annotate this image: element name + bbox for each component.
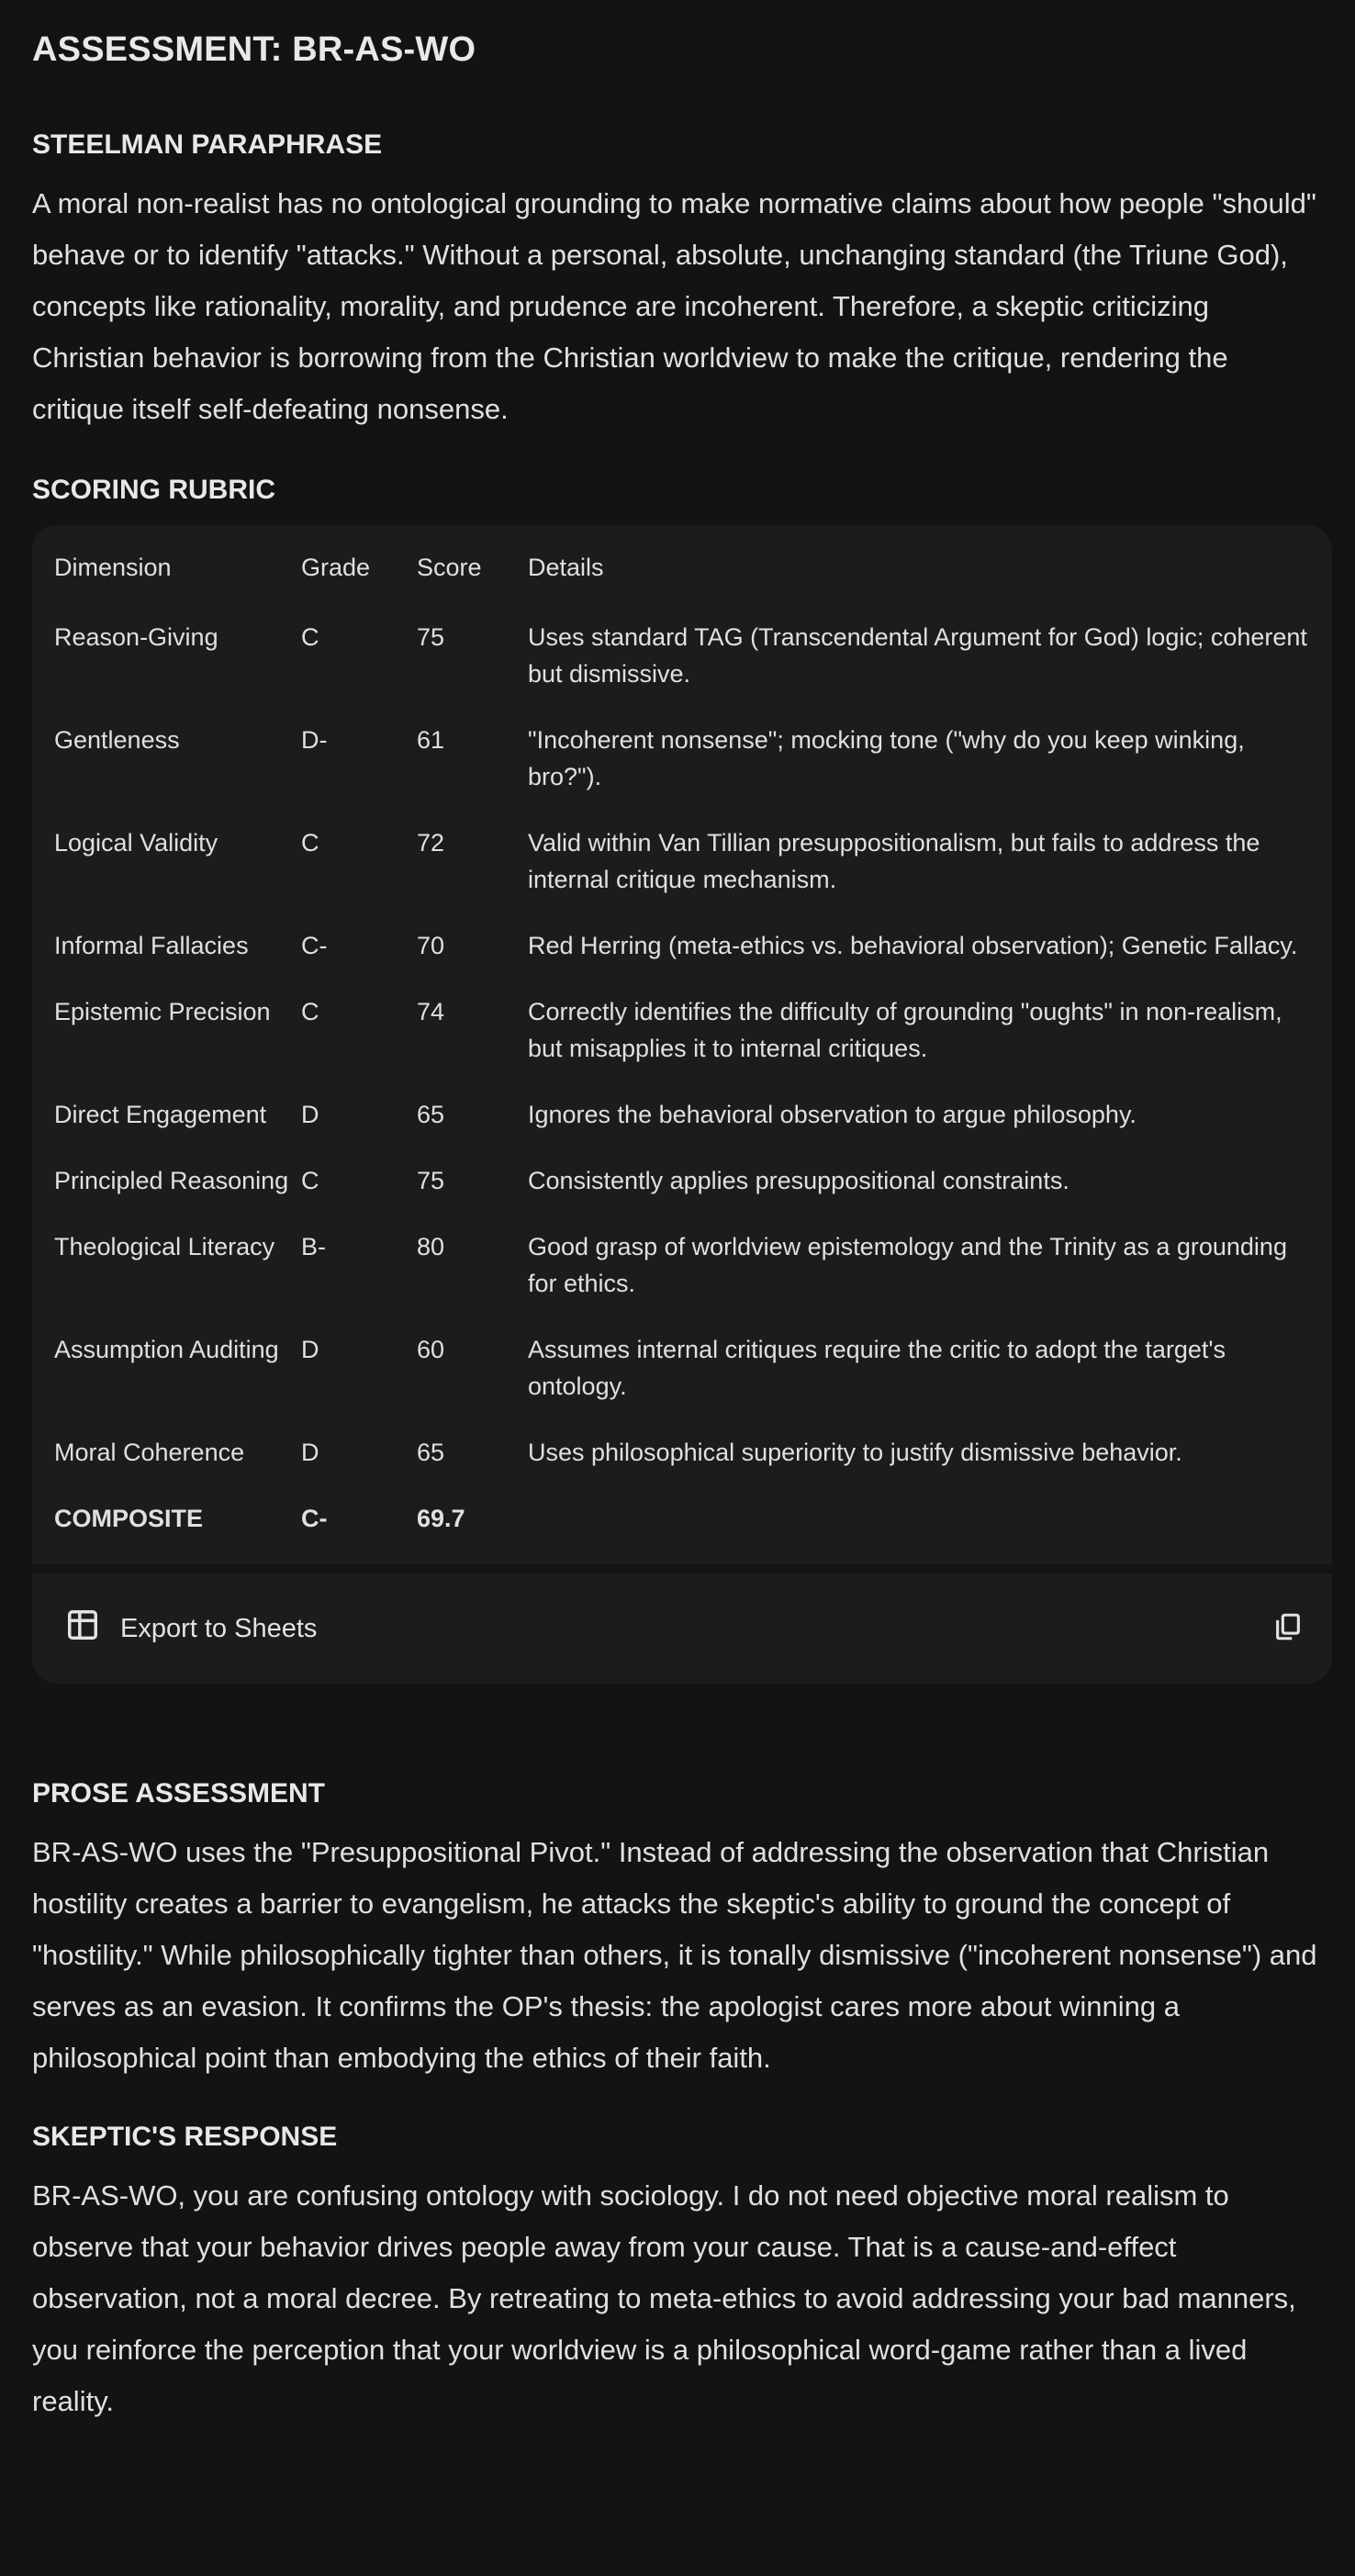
prose-text: BR-AS-WO uses the "Presuppositional Pivot." Instead of addressing the observation that Christian hostility creates a barrier to evangelism, he attacks the skeptic's ability to ground the concept of "hostility." While philosophically tighter than others, it is tonally dismissive ("incoherent nonsense") and serves as an evasion. It confirms the OP's thesis: the apologist cares more about winning a philosophical point than embodying the ethics of their faith. bbox=[32, 1836, 1317, 2074]
table-row bbox=[54, 604, 1310, 707]
cell-score: 70 bbox=[417, 932, 445, 959]
cell-grade: D bbox=[301, 1101, 319, 1128]
cell-score: 74 bbox=[417, 998, 445, 1025]
cell-details: Ignores the behavioral observation to argue philosophy. bbox=[528, 1101, 1137, 1128]
cell-details: "Incoherent nonsense"; mocking tone ("why do you keep winking, bro?"). bbox=[528, 726, 1245, 790]
table-row bbox=[54, 1081, 1310, 1148]
cell-score: 65 bbox=[417, 1439, 445, 1466]
copy-table-button[interactable] bbox=[1271, 1612, 1305, 1645]
cell-grade: D bbox=[301, 1336, 319, 1363]
cell-dimension: Reason-Giving bbox=[54, 623, 218, 651]
cell-dimension: Moral Coherence bbox=[54, 1439, 245, 1466]
cell-dimension: Logical Validity bbox=[54, 829, 218, 857]
steelman-heading: STEELMAN PARAPHRASE bbox=[32, 129, 383, 160]
cell-dimension: Epistemic Precision bbox=[54, 998, 271, 1025]
cell-details: Assumes internal critiques require the critic to adopt the target's ontology. bbox=[528, 1336, 1226, 1400]
table-row bbox=[54, 1214, 1310, 1316]
column-header-details: Details bbox=[528, 554, 604, 581]
cell-grade: C bbox=[301, 623, 319, 651]
composite-details bbox=[528, 1485, 1310, 1551]
cell-details: Uses philosophical superiority to justify dismissive behavior. bbox=[528, 1439, 1182, 1466]
cell-dimension: Principled Reasoning bbox=[54, 1167, 289, 1194]
cell-dimension: Direct Engagement bbox=[54, 1101, 267, 1128]
cell-grade: C bbox=[301, 998, 319, 1025]
cell-score: 72 bbox=[417, 829, 445, 857]
table-row bbox=[54, 913, 1310, 979]
cell-score: 65 bbox=[417, 1101, 445, 1128]
rubric-heading: SCORING RUBRIC bbox=[32, 475, 276, 505]
table-row bbox=[54, 1316, 1310, 1419]
table-footer-bar bbox=[32, 1574, 1332, 1684]
cell-dimension: Gentleness bbox=[54, 726, 180, 754]
cell-grade: D- bbox=[301, 726, 328, 754]
cell-dimension: Theological Literacy bbox=[54, 1233, 275, 1260]
column-header-dimension: Dimension bbox=[54, 554, 172, 581]
cell-details: Uses standard TAG (Transcendental Argument for God) logic; coherent but dismissive. bbox=[528, 623, 1307, 688]
cell-score: 75 bbox=[417, 1167, 445, 1194]
cell-details: Good grasp of worldview epistemology and the Trinity as a grounding for ethics. bbox=[528, 1233, 1287, 1297]
table-header-row bbox=[54, 538, 1310, 604]
table-row bbox=[54, 1148, 1310, 1214]
prose-heading: PROSE ASSESSMENT bbox=[32, 1778, 325, 1809]
cell-details: Red Herring (meta-ethics vs. behavioral observation); Genetic Fallacy. bbox=[528, 932, 1298, 959]
steelman-text: A moral non-realist has no ontological grounding to make normative claims about how people "should" behave or to identify "attacks." Without a personal, absolute, unchanging standard (the Triune God), concepts like rationality, morality, and prudence are incoherent. Therefore, a skeptic criticizing Christian behavior is borrowing from the Christian worldview to make the critique, rendering the critique itself self-defeating nonsense. bbox=[32, 187, 1316, 425]
rubric-table-card bbox=[32, 525, 1332, 1564]
composite-grade: C- bbox=[301, 1505, 328, 1532]
cell-score: 61 bbox=[417, 726, 445, 754]
cell-grade: C bbox=[301, 829, 319, 857]
table-row bbox=[54, 979, 1310, 1081]
composite-row bbox=[54, 1485, 1310, 1551]
cell-score: 80 bbox=[417, 1233, 445, 1260]
skeptic-text: BR-AS-WO, you are confusing ontology with sociology. I do not need objective moral realism to observe that your behavior drives people away from your cause. That is a cause-and-effect observation, not a moral decree. By retreating to meta-ethics to avoid addressing your bad manners, you reinforce the perception that your worldview is a philosophical word-game rather than a lived reality. bbox=[32, 2179, 1296, 2417]
cell-dimension: Assumption Auditing bbox=[54, 1336, 279, 1363]
table-icon bbox=[65, 1607, 100, 1650]
table-row bbox=[54, 707, 1310, 810]
composite-label: COMPOSITE bbox=[54, 1505, 204, 1532]
table-row bbox=[54, 810, 1310, 913]
export-to-sheets-button[interactable] bbox=[65, 1607, 317, 1650]
copy-icon bbox=[1272, 1611, 1304, 1647]
cell-details: Correctly identifies the difficulty of grounding "oughts" in non-realism, but misapplies it to internal critiques. bbox=[528, 998, 1282, 1062]
page-title: ASSESSMENT: BR-AS-WO bbox=[32, 30, 476, 69]
cell-grade: C bbox=[301, 1167, 319, 1194]
export-label: Export to Sheets bbox=[120, 1613, 318, 1643]
cell-grade: B- bbox=[301, 1233, 326, 1260]
cell-dimension: Informal Fallacies bbox=[54, 932, 249, 959]
composite-score: 69.7 bbox=[417, 1505, 465, 1532]
column-header-score: Score bbox=[417, 554, 482, 581]
cell-details: Consistently applies presuppositional constraints. bbox=[528, 1167, 1069, 1194]
cell-details: Valid within Van Tillian presuppositionalism, but fails to address the internal critique mechanism. bbox=[528, 829, 1260, 893]
cell-grade: C- bbox=[301, 932, 328, 959]
column-header-grade: Grade bbox=[301, 554, 371, 581]
skeptic-heading: SKEPTIC'S RESPONSE bbox=[32, 2122, 338, 2152]
cell-score: 75 bbox=[417, 623, 445, 651]
table-row bbox=[54, 1419, 1310, 1485]
rubric-table bbox=[54, 538, 1310, 1551]
cell-grade: D bbox=[301, 1439, 319, 1466]
cell-score: 60 bbox=[417, 1336, 445, 1363]
